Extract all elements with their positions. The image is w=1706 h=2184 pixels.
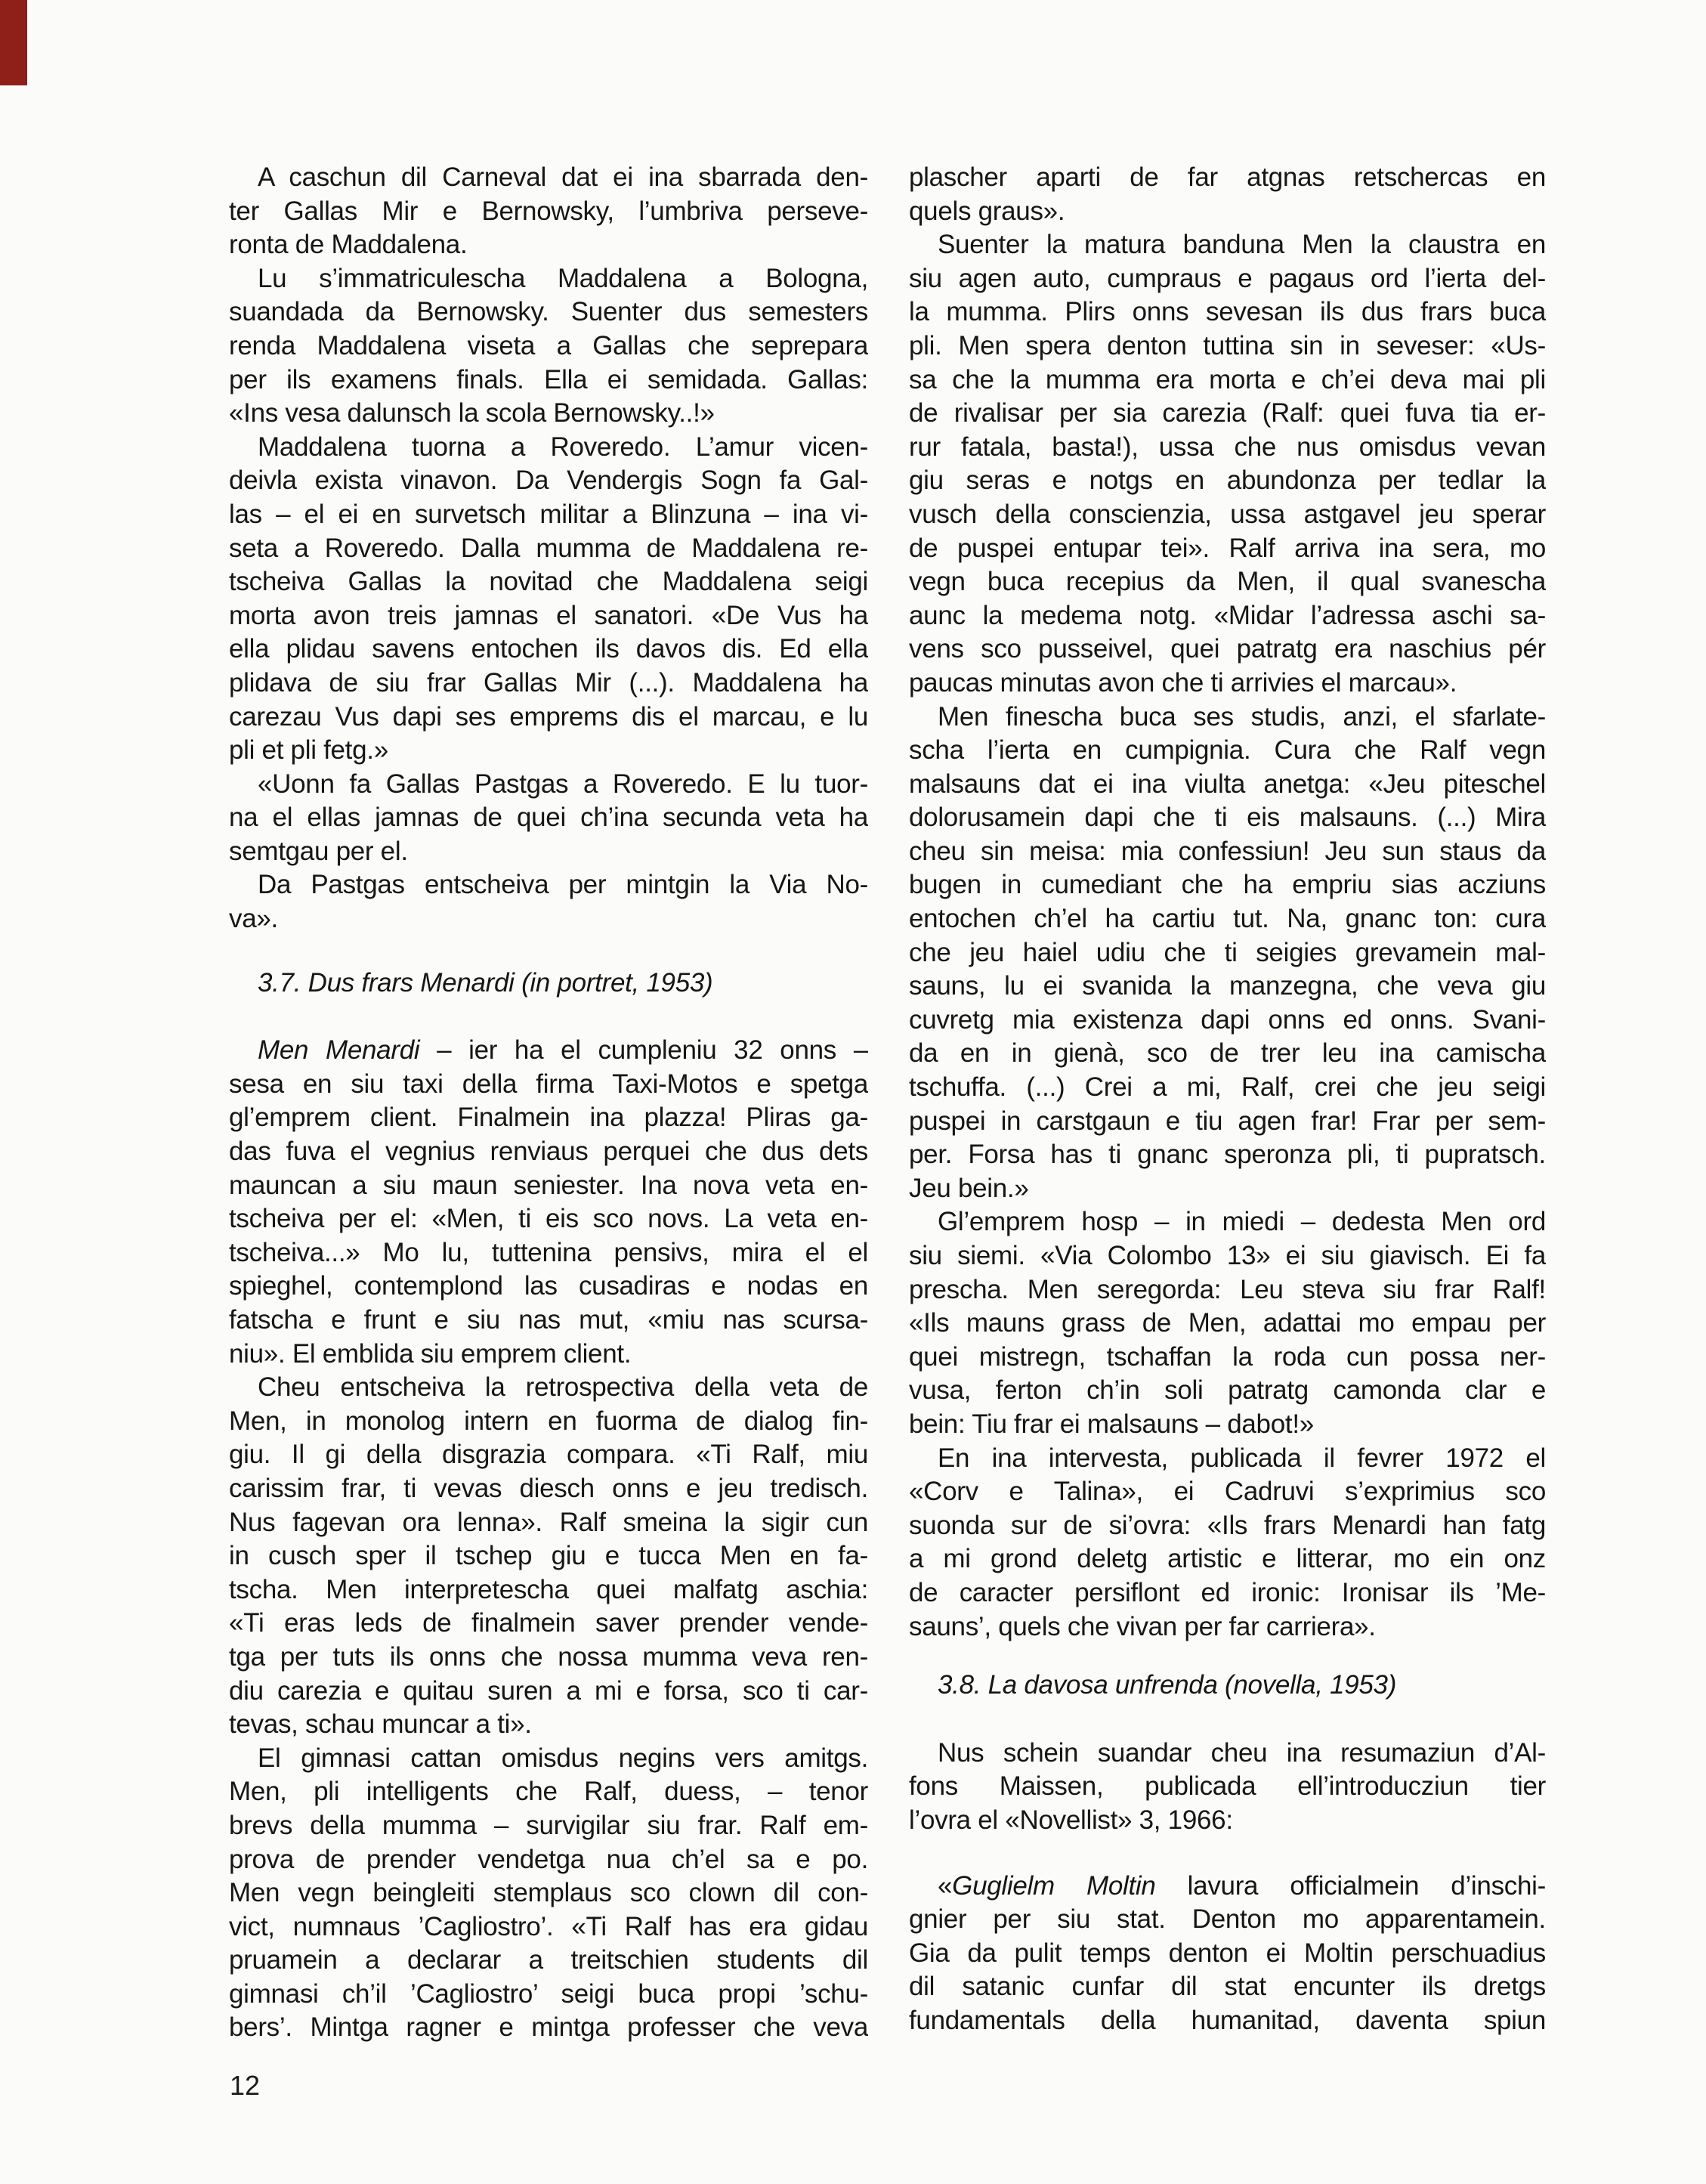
text-line: suonda sur de si’ovra: «Ils frars Menardi han fatg — [909, 1510, 1546, 1540]
text-line: tscheiva...» Mo lu, tuttenina pensivs, mira el el — [229, 1237, 868, 1267]
text-line: El gimnasi cattan omisdus negins vers amitgs. — [258, 1743, 868, 1773]
text-line: gnier per siu stat. Denton mo apparentamein. — [909, 1904, 1546, 1935]
text-line: Men finescha buca ses studis, anzi, el sfarlate- — [938, 701, 1546, 732]
text-line: En ina intervesta, publicada il fevrer 1972 el — [938, 1443, 1546, 1473]
text-line: tscheiva Gallas la novitad che Maddalena seigi — [229, 567, 868, 597]
text-line: Gia da pulit temps denton ei Moltin perschuadius — [909, 1938, 1546, 1968]
text-line: va». — [229, 904, 278, 934]
text-line: «Ins vesa dalunsch la scola Bernowsky..!» — [229, 398, 715, 428]
text-line: Da Pastgas entscheiva per mintgin la Via No- — [258, 870, 868, 900]
text-line: das fuva el vegnius renviaus perquei che dus dets — [229, 1137, 868, 1167]
section-heading: 3.7. Dus frars Menardi (in portret, 1953) — [258, 967, 713, 998]
text-line: «Corv e Talina», ei Cadruvi s’exprimius sco — [909, 1477, 1546, 1507]
text-line: pli et pli fetg.» — [229, 735, 388, 766]
text-line: seta a Roveredo. Dalla mumma de Maddalena re- — [229, 533, 868, 563]
text-line: carissim frar, ti vevas diesch onns e jeu tredisch. — [229, 1473, 868, 1503]
paragraph-gap — [909, 1703, 1546, 1737]
text-line: carezau Vus dapi ses emprems dis el marcau, e lu — [229, 701, 868, 732]
text-line: a mi grond deletg artistic e litterar, mo ein onz — [909, 1544, 1546, 1574]
text-line: A caschun dil Carneval dat ei ina sbarrada den- — [258, 162, 868, 192]
text-line: cuvretg mia existenza dapi onns ed onns. Svani- — [909, 1004, 1546, 1035]
text-line: bugen in cumediant che ha empriu sias acziuns — [909, 870, 1546, 900]
text-line: aunc la medema notg. «Midar l’adressa aschi sa- — [909, 600, 1546, 630]
text-line: «Ils mauns grass de Men, adattai mo empau per — [909, 1308, 1546, 1338]
text-line: «Uonn fa Gallas Pastgas a Roveredo. E lu tuor- — [258, 769, 868, 799]
text-line: Men Menardi – ier ha el cumpleniu 32 onns – — [258, 1035, 868, 1066]
section-heading: 3.8. La davosa unfrenda (novella, 1953) — [938, 1670, 1397, 1700]
text-line: Maddalena tuorna a Roveredo. L’amur vicen- — [258, 432, 868, 462]
text-line: na el ellas jamnas de quei ch’ina secunda veta ha — [229, 803, 868, 833]
text-line: ronta de Maddalena. — [229, 230, 468, 260]
text-line: giu seras e notgs en abundonza per tedlar la — [909, 466, 1546, 496]
text-line: vict, numnaus ’Cagliostro’. «Ti Ralf has era gidau — [229, 1911, 868, 1941]
text-line: morta avon treis jamnas el sanatori. «De Vus ha — [229, 600, 868, 630]
text-line: tscha. Men interpretescha quei malfatg aschia: — [229, 1574, 868, 1604]
text-line: che jeu haiel udiu che ti seigies grevamein mal- — [909, 937, 1546, 967]
text-line: fatscha e frunt e siu nas mut, «miu nas scursa- — [229, 1305, 868, 1335]
text-line: vens sco pusseivel, quei patratg era naschius pér — [909, 634, 1546, 664]
text-line: Men, pli intelligents che Ralf, duess, – tenor — [229, 1777, 868, 1807]
text-line: las – el ei en survetsch militar a Blinzuna – ina vi- — [229, 499, 868, 529]
text-line: da en in gienà, sco de trer leu ina camischa — [909, 1038, 1546, 1069]
text-line: quels graus». — [909, 196, 1065, 226]
text-line: tga per tuts ils onns che nossa mumma veva ren- — [229, 1641, 868, 1672]
page-number: 12 — [230, 2070, 261, 2101]
text-line: in cusch sper il tschep giu e tucca Men en fa- — [229, 1541, 868, 1571]
text-line: ella plidau savens entochen ils davos dis. Ed ella — [229, 634, 868, 664]
text-line: vegn buca recepius da Men, il qual svanescha — [909, 567, 1546, 597]
text-line: bein: Tiu frar ei malsauns – dabot!» — [909, 1409, 1314, 1439]
text-line: Suenter la matura banduna Men la claustra en — [938, 230, 1546, 260]
text-line: Jeu bein.» — [909, 1173, 1029, 1203]
text-line: giu. Il gi della disgrazia compara. «Ti Ralf, miu — [229, 1440, 868, 1470]
text-line: paucas minutas avon che ti arrivies el marcau». — [909, 667, 1457, 698]
text-line: pruamein a declarar a treitschien students dil — [229, 1945, 868, 1975]
text-line: la mumma. Plirs onns sevesan ils dus frars buca — [909, 297, 1546, 327]
text-line: ter Gallas Mir e Bernowsky, l’umbriva perseve- — [229, 196, 868, 226]
text-line: Cheu entscheiva la retrospectiva della veta de — [258, 1372, 868, 1403]
text-column-left — [229, 161, 868, 2045]
text-line: scha l’ierta en cumpignia. Cura che Ralf vegn — [909, 735, 1546, 766]
text-line: brevs della mumma – survigilar siu frar. Ralf em- — [229, 1810, 868, 1840]
paragraph-gap — [229, 936, 868, 967]
text-line: mauncan a siu maun seniester. Ina nova veta en- — [229, 1170, 868, 1200]
text-line: semtgau per el. — [229, 836, 408, 866]
text-line: spieghel, contemplond las cusadiras e nodas en — [229, 1271, 868, 1301]
text-line: de puspei entupar tei». Ralf arriva ina sera, mo — [909, 533, 1546, 563]
text-line: prova de prender vendetga nua ch’el sa e po. — [229, 1844, 868, 1874]
text-line: vusch della conscienzia, ussa astgavel jeu sperar — [909, 499, 1546, 529]
text-line: entochen ch’el ha cartiu tut. Na, gnanc ton: cura — [909, 904, 1546, 934]
text-line: Men, in monolog intern en fuorma de dialog fin- — [229, 1406, 868, 1436]
text-line: malsauns dat ei ina viulta anetga: «Jeu piteschel — [909, 769, 1546, 799]
paragraph-gap — [909, 1644, 1546, 1669]
text-line: per. Forsa has ti gnanc speronza pli, ti pupratsch. — [909, 1140, 1546, 1170]
text-line: tscheiva per el: «Men, ti eis sco novs. La veta en- — [229, 1204, 868, 1234]
text-line: tschuffa. (...) Crei a mi, Ralf, crei che jeu seigi — [909, 1072, 1546, 1103]
text-line: Lu s’immatriculescha Maddalena a Bologna, — [258, 263, 868, 293]
text-line: cheu sin meisa: mia confessiun! Jeu sun staus da — [909, 836, 1546, 866]
text-line: deivla exista vinavon. Da Vendergis Sogn fa Gal- — [229, 466, 868, 496]
text-line: Nus fagevan ora lenna». Ralf smeina la sigir cun — [229, 1507, 868, 1537]
text-line: plidava de siu frar Gallas Mir (...). Maddalena ha — [229, 667, 868, 698]
text-line: siu agen auto, cumpraus e pagaus ord l’ierta del- — [909, 263, 1546, 293]
text-line: sesa en siu taxi della firma Taxi-Motos e spetga — [229, 1069, 868, 1099]
text-line: prescha. Men seregorda: Leu steva siu frar Ralf! — [909, 1274, 1546, 1304]
scan-artifact-red — [0, 0, 27, 85]
text-line: sauns, lu ei svanida la manzegna, che veva giu — [909, 971, 1546, 1001]
text-line: renda Maddalena viseta a Gallas che seprepara — [229, 330, 868, 360]
text-line: sauns’, quels che vivan per far carriera». — [909, 1611, 1376, 1641]
text-line: Men vegn beingleiti stemplaus sco clown dil con- — [229, 1878, 868, 1908]
text-line: siu siemi. «Via Colombo 13» ei siu giavisch. Ei fa — [909, 1241, 1546, 1270]
text-line: «Guglielm Moltin lavura officialmein d’inschi- — [938, 1870, 1546, 1901]
text-line: per ils examens finals. Ella ei semidada. Gallas: — [229, 364, 868, 394]
text-line: gimnasi ch’il ’Cagliostro’ seigi buca propi ’schu- — [229, 1978, 868, 2009]
text-line: l’ovra el «Novellist» 3, 1966: — [909, 1805, 1233, 1835]
paragraph-gap — [909, 1838, 1546, 1870]
text-line: dil satanic cunfar dil stat encunter ils dretgs — [909, 1972, 1546, 2002]
text-line: «Ti eras leds de finalmein saver prender vende- — [229, 1608, 868, 1638]
text-line: pli. Men spera denton tuttina sin in seveser: «Us- — [909, 330, 1546, 360]
text-line: bers’. Mintga ragner e mintga professer che veva — [229, 2012, 868, 2043]
text-line: plascher aparti de far atgnas retschercas en — [909, 162, 1546, 192]
text-line: vusa, ferton ch’in soli patratg camonda clar e — [909, 1375, 1546, 1406]
text-line: fons Maissen, publicada ell’introducziun tier — [909, 1771, 1546, 1802]
paragraph-gap — [229, 1000, 868, 1034]
text-line: tevas, schau muncar a ti». — [229, 1709, 532, 1740]
text-column-right — [909, 161, 1546, 2037]
text-line: sa che la mumma era morta e ch’ei deva mai pli — [909, 364, 1546, 394]
text-line: fundamentals della humanitad, daventa spiun — [909, 2005, 1546, 2035]
text-line: suandada da Bernowsky. Suenter dus semesters — [229, 297, 868, 327]
text-line: de rivalisar per sia carezia (Ralf: quei fuva tia er- — [909, 398, 1546, 428]
text-line: de caracter persiflont ed ironic: Ironisar ils ’Me- — [909, 1577, 1546, 1607]
text-line: diu carezia e quitau suren a mi e forsa, sco ti car- — [229, 1675, 868, 1706]
text-line: Nus schein suandar cheu ina resumaziun d’Al- — [938, 1737, 1546, 1768]
text-line: gl’emprem client. Finalmein ina plazza! Pliras ga- — [229, 1103, 868, 1133]
text-line: Gl’emprem hosp – in miedi – dedesta Men ord — [938, 1207, 1546, 1237]
text-line: rur fatala, basta!), ussa che nus omisdus vevan — [909, 432, 1546, 462]
text-line: puspei in carstgaun e tiu agen frar! Frar per sem- — [909, 1106, 1546, 1136]
text-line: quei mistregn, tschaffan la roda cun possa ner- — [909, 1341, 1546, 1372]
text-line: niu». El emblida siu emprem client. — [229, 1338, 632, 1369]
text-line: dolorusamein dapi che ti eis malsauns. (...) Mira — [909, 803, 1546, 833]
